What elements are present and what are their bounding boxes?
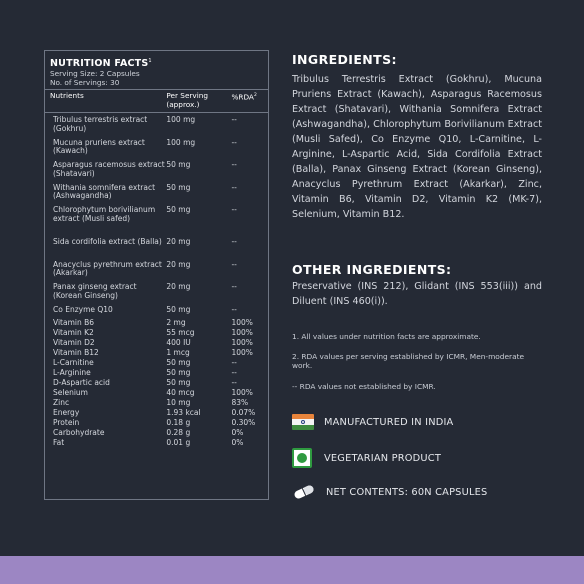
table-row: Vitamin K2 55 mcg 100% [53, 327, 253, 337]
other-ingredients-heading: OTHER INGREDIENTS: [292, 262, 452, 277]
table-row: Anacyclus pyrethrum extract (Akarkar) 20 mg -- [53, 259, 237, 278]
table-row: L-Arginine 50 mg -- [53, 367, 237, 377]
table-header [50, 90, 263, 110]
table-row: Mucuna pruriens extract (Kawach) 100 mg -- [53, 137, 237, 156]
bottom-color-band [0, 556, 584, 584]
nutrition-facts-table [44, 50, 269, 500]
table-row: L-Carnitine 50 mg -- [53, 357, 237, 367]
table-row: Withania somnifera extract (Ashwagandha) 50 mg -- [53, 182, 237, 201]
table-row: Vitamin B6 2 mg 100% [53, 317, 253, 327]
header-rda: %RDA$^2$ [231, 92, 257, 102]
header-per-serving: Per Serving (approx.) [166, 91, 209, 109]
table-row: Energy 1.93 kcal 0.07% [53, 407, 256, 417]
net-contents-label: NET CONTENTS: 60N CAPSULES [326, 486, 488, 498]
vegetarian-icon [292, 448, 312, 468]
nutrition-title-footnote-mark: 1 [148, 58, 152, 64]
vegetarian-badge [292, 448, 441, 468]
ingredients-section [292, 52, 542, 222]
table-row: Protein 0.18 g 0.30% [53, 417, 256, 427]
table-row: Asparagus racemosus extract (Shatavari) 50 mg -- [53, 160, 237, 178]
vegetarian-label: VEGETARIAN PRODUCT [324, 452, 442, 464]
table-row: Vitamin B12 1 mcg 100% [53, 347, 253, 357]
table-row: Panax ginseng extract (Korean Ginseng) 20 mg -- [53, 282, 237, 300]
footnote-3: -- RDA values not established by ICMR. [292, 382, 436, 391]
footnote-1: 1. All values under nutrition facts are approximate. [292, 332, 481, 341]
other-ingredients-text: Preservative (INS 212), Glidant (INS 553(iii)) and Diluent (INS 460(i)). [292, 281, 542, 307]
table-row: Vitamin D2 400 IU 100% [53, 337, 253, 347]
made-in-india-label: MANUFACTURED IN INDIA [324, 416, 454, 428]
capsule-icon [292, 485, 316, 499]
serving-size: Serving Size: 2 Capsules [50, 69, 140, 79]
ingredients-text: Tribulus Terrestris Extract (Gokhru), Mucuna Pruriens Extract (Kawach), Asparagus Racemosus Extract (Shatavari), Withania Somnifera Extract (Ashwagandha), Chlorophytum Borivilianum Extract (Musli Safed), Co Enzyme Q10, L-Carnitine, L-Arginine, L-Aspartic Acid, Sida Cordifolia Extract (Balla), Panax Ginseng Extract (Korean Ginseng), Anacyclus Pyrethrum Extract (Akarkar), Zinc, Vitamin B6, Vitamin D2, Vitamin K2 (MK-7), Selenium, Vitamin B12. [292, 74, 542, 220]
table-row: Carbohydrate 0.28 g 0% [53, 427, 244, 437]
header-nutrients: Nutrients [50, 91, 84, 101]
footnote-2: 2. RDA values per serving established by ICMR, Men-moderate work. [292, 352, 525, 370]
table-row: Co Enzyme Q10 50 mg -- [53, 304, 237, 314]
divider [45, 112, 268, 113]
nutrition-title: NUTRITION FACTS [50, 58, 149, 70]
table-body [50, 116, 263, 449]
table-row: D-Aspartic acid 50 mg -- [53, 377, 237, 387]
table-row: Tribulus terrestris extract (Gokhru) 100 mg -- [53, 115, 237, 133]
servings-count: No. of Servings: 30 [50, 78, 120, 88]
net-contents-badge [292, 485, 487, 499]
table-row: Zinc 10 mg 83% [53, 397, 249, 407]
table-row: Selenium 40 mcg 100% [53, 387, 253, 397]
ingredients-heading: INGREDIENTS: [292, 52, 397, 67]
table-row: Fat 0.01 g 0% [53, 437, 244, 447]
table-row: Chlorophytum borivilianum extract (Musli safed) 50 mg -- [53, 205, 237, 223]
table-row: Sida cordifolia extract (Balla) 20 mg -- [53, 237, 237, 247]
made-in-india-badge [292, 414, 453, 430]
india-flag-icon [292, 414, 314, 430]
